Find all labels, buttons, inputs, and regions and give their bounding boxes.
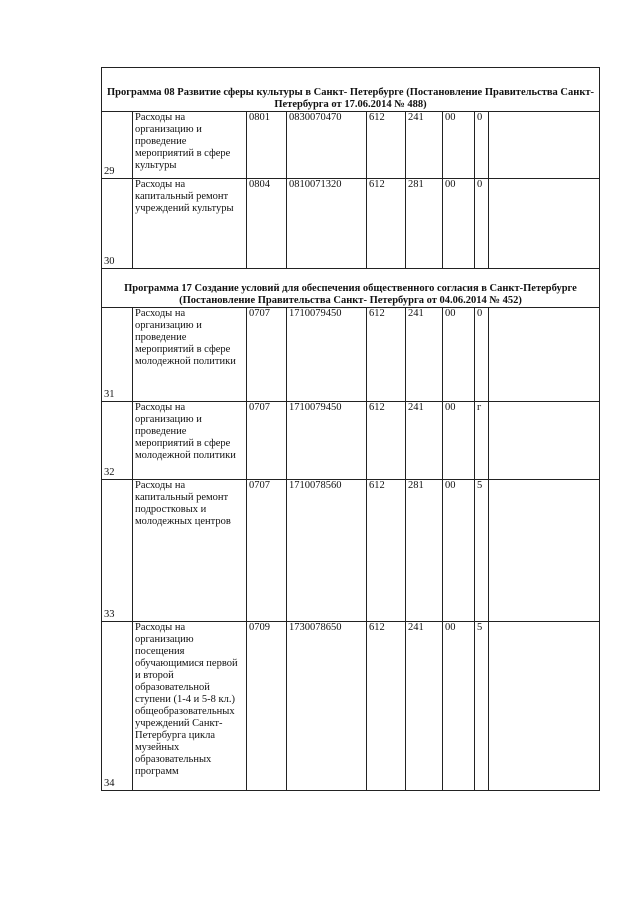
extra-code: 00 — [443, 480, 475, 622]
row-number: 32 — [102, 402, 133, 480]
empty-cell — [489, 112, 600, 179]
empty-cell — [489, 179, 600, 269]
expense-name: Расходы на капитальный ремонт подростковых и молодежных центров — [133, 480, 247, 622]
kosgu-code: 281 — [406, 480, 443, 622]
target-article-code: 1710079450 — [287, 402, 367, 480]
expense-name: Расходы на организацию и проведение мероприятий в сфере культуры — [133, 112, 247, 179]
budget-table — [101, 67, 600, 791]
extra-code-2: г — [475, 402, 489, 480]
target-article-code: 0810071320 — [287, 179, 367, 269]
program-08-header-row — [102, 68, 600, 112]
target-article-code: 1710079450 — [287, 308, 367, 402]
section-code: 0709 — [247, 622, 287, 791]
expense-type-code: 612 — [367, 112, 406, 179]
extra-code: 00 — [443, 402, 475, 480]
row-number: 30 — [102, 179, 133, 269]
empty-cell — [489, 622, 600, 791]
empty-cell — [489, 308, 600, 402]
kosgu-code: 241 — [406, 622, 443, 791]
expense-name: Расходы на капитальный ремонт учреждений культуры — [133, 179, 247, 269]
target-article-code: 1710078560 — [287, 480, 367, 622]
target-article-code: 0830070470 — [287, 112, 367, 179]
kosgu-code: 281 — [406, 179, 443, 269]
program-08-title: Программа 08 Развитие сферы культуры в Санкт- Петербурге (Постановление Правительства Санкт-Петербурга от 17.06.2014 № 488) — [102, 68, 600, 112]
expense-name: Расходы на организацию и проведение мероприятий в сфере молодежной политики — [133, 308, 247, 402]
empty-cell — [489, 402, 600, 480]
section-code: 0707 — [247, 308, 287, 402]
expense-name: Расходы на организацию и проведение мероприятий в сфере молодежной политики — [133, 402, 247, 480]
table-row — [102, 480, 600, 622]
expense-name: Расходы на организацию посещения обучающимися первой и второй образовательной ступени (1-4 и 5-8 кл.) общеобразовательных учреждений Санкт-Петербурга цикла музейных образовательных программ — [133, 622, 247, 791]
extra-code-2: 0 — [475, 308, 489, 402]
expense-type-code: 612 — [367, 402, 406, 480]
table-row — [102, 112, 600, 179]
kosgu-code: 241 — [406, 308, 443, 402]
expense-type-code: 612 — [367, 179, 406, 269]
kosgu-code: 241 — [406, 112, 443, 179]
section-code: 0804 — [247, 179, 287, 269]
section-code: 0707 — [247, 480, 287, 622]
row-number: 29 — [102, 112, 133, 179]
row-number: 33 — [102, 480, 133, 622]
extra-code: 00 — [443, 112, 475, 179]
program-17-header-row — [102, 269, 600, 308]
row-number: 34 — [102, 622, 133, 791]
program-17-title: Программа 17 Создание условий для обеспечения общественного согласия в Санкт-Петербурге (Постановление Правительства Санкт- Петербурга от 04.06.2014 № 452) — [102, 269, 600, 308]
extra-code: 00 — [443, 622, 475, 791]
extra-code-2: 0 — [475, 179, 489, 269]
extra-code-2: 5 — [475, 622, 489, 791]
extra-code-2: 5 — [475, 480, 489, 622]
table-row — [102, 402, 600, 480]
empty-cell — [489, 480, 600, 622]
extra-code: 00 — [443, 179, 475, 269]
table-row — [102, 308, 600, 402]
expense-type-code: 612 — [367, 480, 406, 622]
section-code: 0801 — [247, 112, 287, 179]
row-number: 31 — [102, 308, 133, 402]
expense-type-code: 612 — [367, 622, 406, 791]
target-article-code: 1730078650 — [287, 622, 367, 791]
extra-code: 00 — [443, 308, 475, 402]
table-row — [102, 622, 600, 791]
extra-code-2: 0 — [475, 112, 489, 179]
kosgu-code: 241 — [406, 402, 443, 480]
table-row — [102, 179, 600, 269]
expense-type-code: 612 — [367, 308, 406, 402]
section-code: 0707 — [247, 402, 287, 480]
